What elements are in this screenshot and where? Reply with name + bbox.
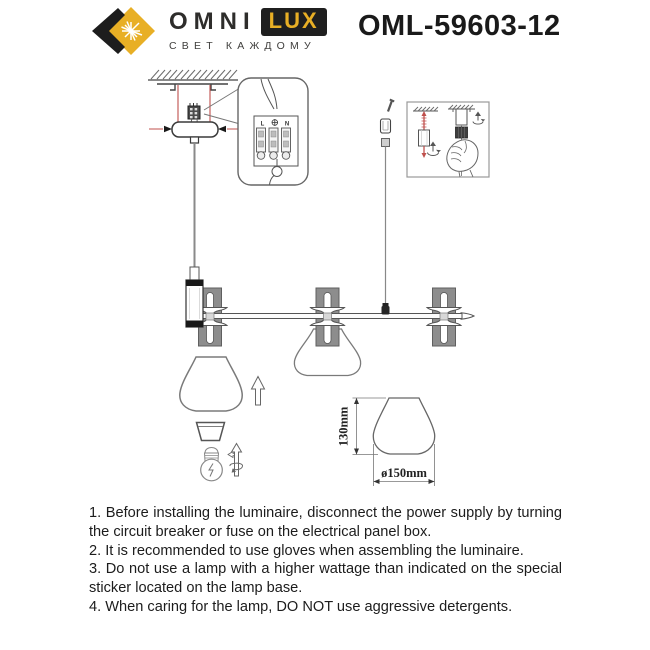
bulb-install-arrows bbox=[228, 444, 243, 477]
cord-grip bbox=[382, 303, 390, 315]
ferrule bbox=[382, 139, 390, 147]
wire-gripper bbox=[381, 119, 391, 133]
brand-name-lux-badge: LUX bbox=[261, 8, 327, 36]
earth-icon bbox=[272, 119, 278, 126]
shade-profile bbox=[373, 398, 434, 454]
screw bbox=[388, 101, 392, 112]
socket-ring bbox=[197, 423, 225, 441]
dimension-figure bbox=[337, 398, 435, 486]
terminal-detail-box bbox=[238, 78, 308, 185]
coupler bbox=[419, 130, 430, 146]
mounting-bracket bbox=[157, 84, 228, 90]
instruction-3: 3. Do not use a lamp with a higher wattage than indicated on the special sticker located on the lamp base. bbox=[89, 561, 562, 597]
terminal-block bbox=[257, 128, 291, 159]
instructions-block bbox=[89, 504, 562, 617]
wire-suspension bbox=[381, 100, 395, 305]
brand-tagline: СВЕТ КАЖДОМУ bbox=[169, 40, 316, 53]
power-terminal bbox=[188, 103, 200, 124]
instruction-4: 4. When caring for the lamp, DO NOT use aggressive detergents. bbox=[89, 598, 513, 615]
terminal-label-neutral: N bbox=[284, 121, 290, 128]
shade-exploded bbox=[180, 357, 242, 411]
bar-finial-right bbox=[461, 313, 474, 319]
dim-height-label: 130mm bbox=[336, 406, 351, 447]
fixture-bar bbox=[191, 313, 475, 319]
dim-diameter-label: ø150mm bbox=[381, 466, 427, 480]
canopy bbox=[172, 122, 218, 143]
instruction-1: 1. Before installing the luminaire, disconnect the power supply by turning the circuit breaker or fuse on the electrical panel box. bbox=[89, 505, 562, 540]
standoff-cylinder bbox=[186, 267, 203, 327]
slide-arrow-right-icon bbox=[218, 126, 226, 133]
model-number: OML-59603-12 bbox=[358, 10, 561, 42]
brand-name-omni: OMNI bbox=[169, 8, 256, 36]
assembly-detail-box bbox=[407, 102, 489, 177]
up-arrow-icon bbox=[252, 377, 265, 406]
terminal-label-live: L bbox=[260, 121, 265, 128]
instruction-2: 2. It is recommended to use gloves when assembling the luminaire. bbox=[89, 542, 524, 559]
ceiling-hatch bbox=[148, 70, 238, 80]
slide-arrow-left-icon bbox=[164, 126, 172, 133]
light-bulb bbox=[201, 448, 223, 481]
ceiling-mount bbox=[456, 109, 467, 125]
callout-lines bbox=[204, 88, 240, 124]
